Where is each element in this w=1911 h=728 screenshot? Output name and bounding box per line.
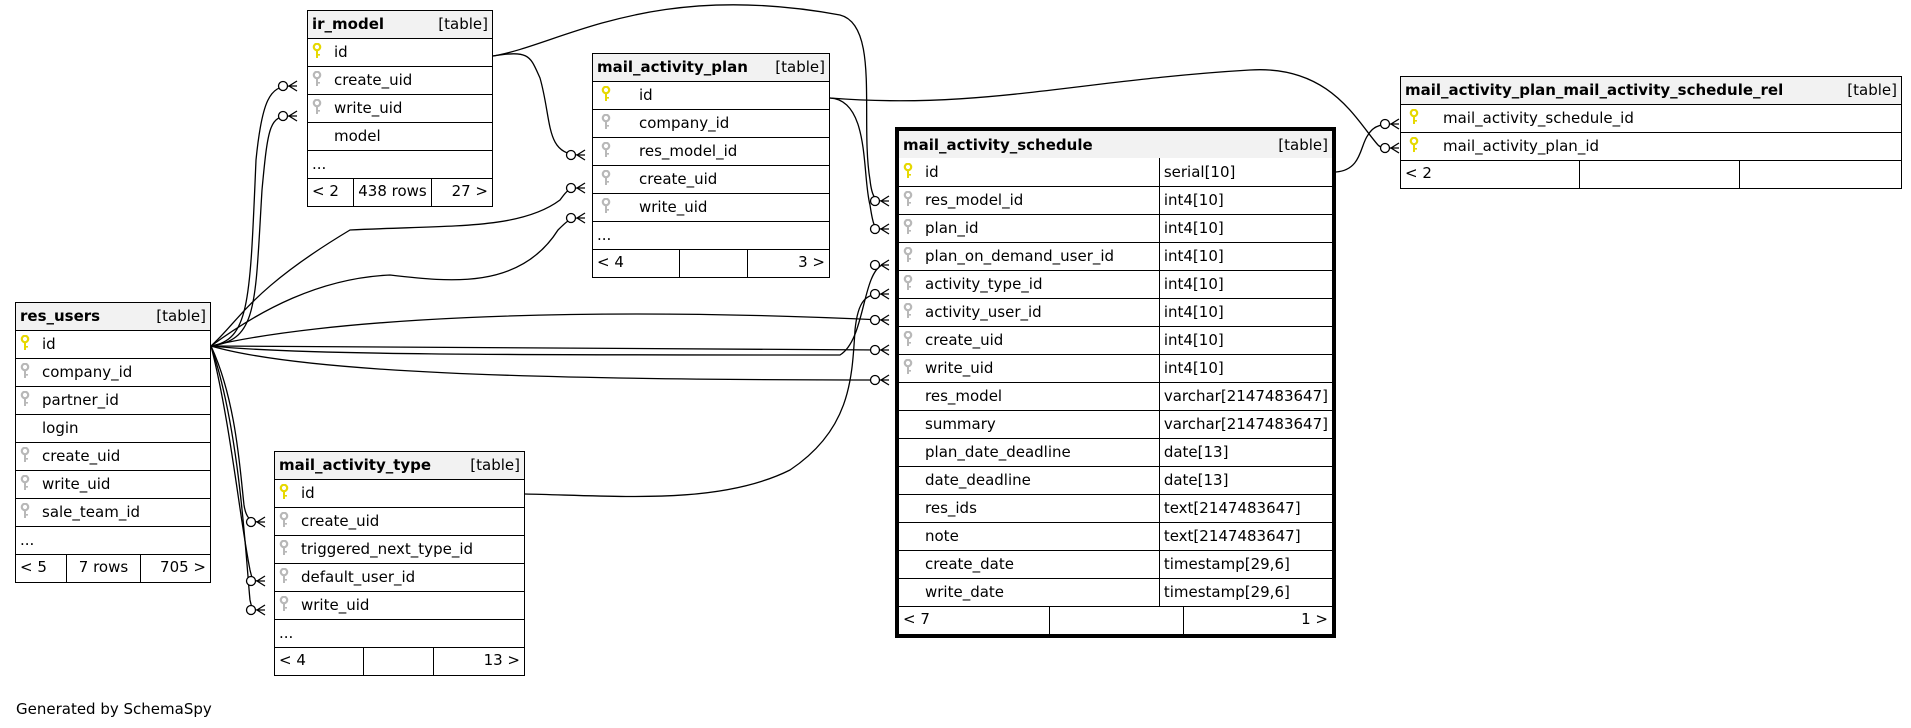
nav-parents[interactable]: < 5 <box>20 557 47 576</box>
table-kind: [table] <box>415 11 492 38</box>
column-row[interactable] <box>308 38 492 66</box>
column-name: create_uid <box>334 71 413 89</box>
column-type: int4[10] <box>1159 242 1332 270</box>
column-type: int4[10] <box>1159 186 1332 214</box>
table-nav <box>16 555 210 583</box>
foreign-key-icon <box>601 170 639 188</box>
optional-marker <box>871 316 880 325</box>
column-name: write_uid <box>42 475 111 493</box>
optional-marker <box>871 261 880 270</box>
column-row[interactable] <box>308 122 492 150</box>
column-name: note <box>925 527 959 545</box>
column-name: activity_type_id <box>925 275 1043 293</box>
nav-children[interactable]: 3 > <box>747 250 829 278</box>
column-name: write_date <box>925 583 1005 601</box>
foreign-key-icon <box>903 247 925 265</box>
column-name: mail_activity_plan_id <box>1443 137 1600 155</box>
column-row[interactable] <box>899 270 1332 298</box>
nav-children[interactable] <box>1739 161 1901 189</box>
column-row[interactable] <box>899 438 1332 466</box>
column-name: plan_on_demand_user_id <box>925 247 1115 265</box>
crows-foot-marker <box>289 111 297 121</box>
table-nav <box>899 607 1332 635</box>
column-row[interactable] <box>593 81 829 109</box>
edge-schedule-plan-id <box>830 98 882 229</box>
generated-by-footer: Generated by SchemaSpy <box>16 700 212 718</box>
table-name: mail_activity_schedule <box>903 135 1093 154</box>
column-name: login <box>42 419 79 437</box>
column-row[interactable] <box>899 494 1332 522</box>
column-name: write_uid <box>925 359 994 377</box>
nav-children[interactable]: 27 > <box>431 179 492 207</box>
column-row[interactable] <box>899 298 1332 326</box>
nav-children[interactable]: 13 > <box>433 648 524 676</box>
nav-parents[interactable]: < 4 <box>279 650 306 669</box>
column-type: timestamp[29,6] <box>1159 550 1332 578</box>
foreign-key-icon <box>903 191 925 209</box>
column-type: varchar[2147483647] <box>1159 410 1332 438</box>
column-name: res_model <box>925 387 1003 405</box>
foreign-key-icon <box>20 503 42 521</box>
column-type: text[2147483647] <box>1159 494 1332 522</box>
column-row[interactable] <box>16 442 210 470</box>
edge-type-create-uid <box>211 346 258 522</box>
table-kind: [table] <box>458 452 524 479</box>
crows-foot-marker <box>881 224 889 234</box>
optional-marker <box>871 225 880 234</box>
optional-marker <box>871 197 880 206</box>
crows-foot-marker <box>881 375 889 385</box>
primary-key-icon <box>279 484 301 502</box>
column-name: create_uid <box>639 170 718 188</box>
column-name: date_deadline <box>925 471 1031 489</box>
column-row[interactable] <box>1401 104 1901 132</box>
column-name: mail_activity_schedule_id <box>1443 109 1634 127</box>
table-res-users[interactable] <box>15 302 211 583</box>
table-nav <box>275 648 524 676</box>
column-row[interactable] <box>275 591 524 619</box>
edge-plan-res-model-id <box>493 54 578 155</box>
foreign-key-icon <box>20 447 42 465</box>
optional-marker <box>279 112 288 121</box>
crows-foot-marker <box>881 196 889 206</box>
crows-foot-marker <box>289 81 297 91</box>
column-name: create_date <box>925 555 1014 573</box>
optional-marker <box>871 376 880 385</box>
column-name: create_uid <box>301 512 380 530</box>
table-name: mail_activity_plan_mail_activity_schedule_rel <box>1405 81 1784 100</box>
nav-row-count <box>1579 161 1739 189</box>
column-row[interactable] <box>16 414 210 442</box>
more-columns-row: ... <box>16 526 210 554</box>
column-type: int4[10] <box>1159 270 1332 298</box>
foreign-key-icon <box>20 475 42 493</box>
optional-marker <box>567 184 576 193</box>
table-name: mail_activity_type <box>279 456 432 475</box>
column-row[interactable] <box>16 330 210 358</box>
foreign-key-icon <box>312 99 334 117</box>
edge-type-write-uid <box>211 346 258 610</box>
column-name: company_id <box>639 114 730 132</box>
table-mail-activity-plan-schedule-rel[interactable] <box>1400 76 1902 189</box>
column-name: write_uid <box>639 198 708 216</box>
edge-schedule-plan-on-demand-user-id <box>211 265 882 355</box>
more-columns-row: ... <box>275 619 524 647</box>
column-row[interactable] <box>899 214 1332 242</box>
nav-row-count: 438 rows <box>353 179 431 207</box>
primary-key-icon <box>601 86 639 104</box>
column-row[interactable] <box>899 186 1332 214</box>
table-kind: [table] <box>1836 77 1901 104</box>
foreign-key-icon <box>279 596 301 614</box>
column-name: id <box>334 43 348 61</box>
crows-foot-marker <box>257 605 265 615</box>
crows-foot-marker <box>577 213 585 223</box>
table-kind: [table] <box>1159 131 1332 158</box>
column-row[interactable] <box>899 382 1332 410</box>
foreign-key-icon <box>279 568 301 586</box>
table-kind: [table] <box>133 303 210 330</box>
nav-parents[interactable]: < 4 <box>597 252 624 271</box>
foreign-key-icon <box>20 391 42 409</box>
edge-schedule-activity-user-id <box>211 314 882 346</box>
table-ir-model[interactable] <box>307 10 493 207</box>
column-name: triggered_next_type_id <box>301 540 474 558</box>
optional-marker <box>1381 120 1390 129</box>
crows-foot-marker <box>577 150 585 160</box>
foreign-key-icon <box>903 219 925 237</box>
column-name: model <box>334 127 381 145</box>
column-name: plan_date_deadline <box>925 443 1071 461</box>
table-name: mail_activity_plan <box>597 58 748 77</box>
column-row[interactable] <box>899 578 1332 606</box>
column-row[interactable] <box>16 386 210 414</box>
crows-foot-marker <box>257 517 265 527</box>
column-name: id <box>301 484 315 502</box>
nav-children[interactable]: 1 > <box>1183 607 1332 635</box>
column-type: varchar[2147483647] <box>1159 382 1332 410</box>
optional-marker <box>247 577 256 586</box>
primary-key-icon <box>312 43 334 61</box>
column-name: id <box>42 335 56 353</box>
column-type: serial[10] <box>1159 158 1332 186</box>
more-columns-row: ... <box>593 221 829 249</box>
primary-key-icon <box>1409 109 1443 127</box>
column-type: int4[10] <box>1159 214 1332 242</box>
crows-foot-marker <box>257 576 265 586</box>
column-row[interactable] <box>16 470 210 498</box>
nav-row-count <box>1049 607 1183 635</box>
foreign-key-icon <box>903 359 925 377</box>
column-row[interactable] <box>593 165 829 193</box>
column-row[interactable] <box>16 358 210 386</box>
foreign-key-icon <box>312 71 334 89</box>
optional-marker <box>567 214 576 223</box>
table-mail-activity-plan[interactable] <box>592 53 830 278</box>
optional-marker <box>567 151 576 160</box>
column-type: text[2147483647] <box>1159 522 1332 550</box>
crows-foot-marker <box>881 289 889 299</box>
column-row[interactable] <box>16 498 210 526</box>
crows-foot-marker <box>881 260 889 270</box>
column-row[interactable] <box>899 410 1332 438</box>
nav-row-count <box>363 648 433 676</box>
optional-marker <box>247 518 256 527</box>
table-mail-activity-type[interactable] <box>274 451 525 676</box>
column-row[interactable] <box>275 563 524 591</box>
column-name: plan_id <box>925 219 979 237</box>
crows-foot-marker <box>577 183 585 193</box>
column-name: write_uid <box>334 99 403 117</box>
nav-row-count: 7 rows <box>66 555 140 583</box>
column-type: timestamp[29,6] <box>1159 578 1332 606</box>
table-mail-activity-schedule[interactable] <box>895 127 1336 638</box>
column-row[interactable] <box>899 326 1332 354</box>
column-row[interactable] <box>275 507 524 535</box>
column-row[interactable] <box>275 535 524 563</box>
column-name: create_uid <box>42 447 121 465</box>
column-name: sale_team_id <box>42 503 141 521</box>
column-name: res_model_id <box>925 191 1024 209</box>
column-row[interactable] <box>899 158 1332 186</box>
table-nav <box>593 250 829 278</box>
column-row[interactable] <box>275 479 524 507</box>
table-kind: [table] <box>766 54 829 81</box>
foreign-key-icon <box>279 512 301 530</box>
foreign-key-icon <box>601 114 639 132</box>
column-name: company_id <box>42 363 133 381</box>
nav-children[interactable]: 705 > <box>140 555 210 583</box>
edge-ir-model-write-uid <box>211 116 290 346</box>
nav-parents[interactable]: < 7 <box>903 609 930 628</box>
column-row[interactable] <box>899 354 1332 382</box>
column-name: id <box>925 162 939 181</box>
nav-row-count <box>679 250 747 278</box>
foreign-key-icon <box>903 275 925 293</box>
primary-key-icon <box>20 335 42 353</box>
primary-key-icon <box>1409 137 1443 155</box>
table-name: ir_model <box>312 15 385 34</box>
column-row[interactable] <box>308 66 492 94</box>
column-row[interactable] <box>308 94 492 122</box>
crows-foot-marker <box>881 345 889 355</box>
foreign-key-icon <box>601 198 639 216</box>
optional-marker <box>1381 144 1390 153</box>
column-row[interactable] <box>899 522 1332 550</box>
optional-marker <box>247 606 256 615</box>
column-row[interactable] <box>593 137 829 165</box>
foreign-key-icon <box>903 303 925 321</box>
column-name: partner_id <box>42 391 119 409</box>
table-name: res_users <box>20 307 101 326</box>
column-type: int4[10] <box>1159 298 1332 326</box>
foreign-key-icon <box>279 540 301 558</box>
column-name: summary <box>925 415 996 433</box>
more-columns-row: ... <box>308 150 492 178</box>
column-name: default_user_id <box>301 568 416 586</box>
column-type: int4[10] <box>1159 326 1332 354</box>
column-name: create_uid <box>925 331 1004 349</box>
edge-schedule-create-uid <box>211 346 882 350</box>
foreign-key-icon <box>903 331 925 349</box>
column-name: res_ids <box>925 499 977 517</box>
column-row[interactable] <box>593 193 829 221</box>
foreign-key-icon <box>601 142 639 160</box>
optional-marker <box>871 290 880 299</box>
column-row[interactable] <box>1401 132 1901 160</box>
crows-foot-marker <box>1391 119 1399 129</box>
column-type: int4[10] <box>1159 354 1332 382</box>
primary-key-icon <box>903 163 925 181</box>
table-nav <box>1401 161 1901 189</box>
column-row[interactable] <box>899 242 1332 270</box>
nav-parents[interactable]: < 2 <box>312 181 339 200</box>
column-name: id <box>639 86 653 104</box>
crows-foot-marker <box>881 315 889 325</box>
column-row[interactable] <box>593 109 829 137</box>
column-row[interactable] <box>899 466 1332 494</box>
column-name: activity_user_id <box>925 303 1042 321</box>
edge-type-default-user-id <box>211 346 258 581</box>
optional-marker <box>279 82 288 91</box>
nav-parents[interactable]: < 2 <box>1405 163 1432 182</box>
edge-plan-write-uid <box>211 218 578 346</box>
column-type: date[13] <box>1159 438 1332 466</box>
edge-schedule-activity-type-id <box>525 294 882 497</box>
crows-foot-marker <box>1391 143 1399 153</box>
column-type: date[13] <box>1159 466 1332 494</box>
column-name: res_model_id <box>639 142 738 160</box>
column-row[interactable] <box>899 550 1332 578</box>
optional-marker <box>871 346 880 355</box>
table-nav <box>308 179 492 207</box>
foreign-key-icon <box>20 363 42 381</box>
column-name: write_uid <box>301 596 370 614</box>
edge-ir-model-create-uid <box>211 86 290 346</box>
